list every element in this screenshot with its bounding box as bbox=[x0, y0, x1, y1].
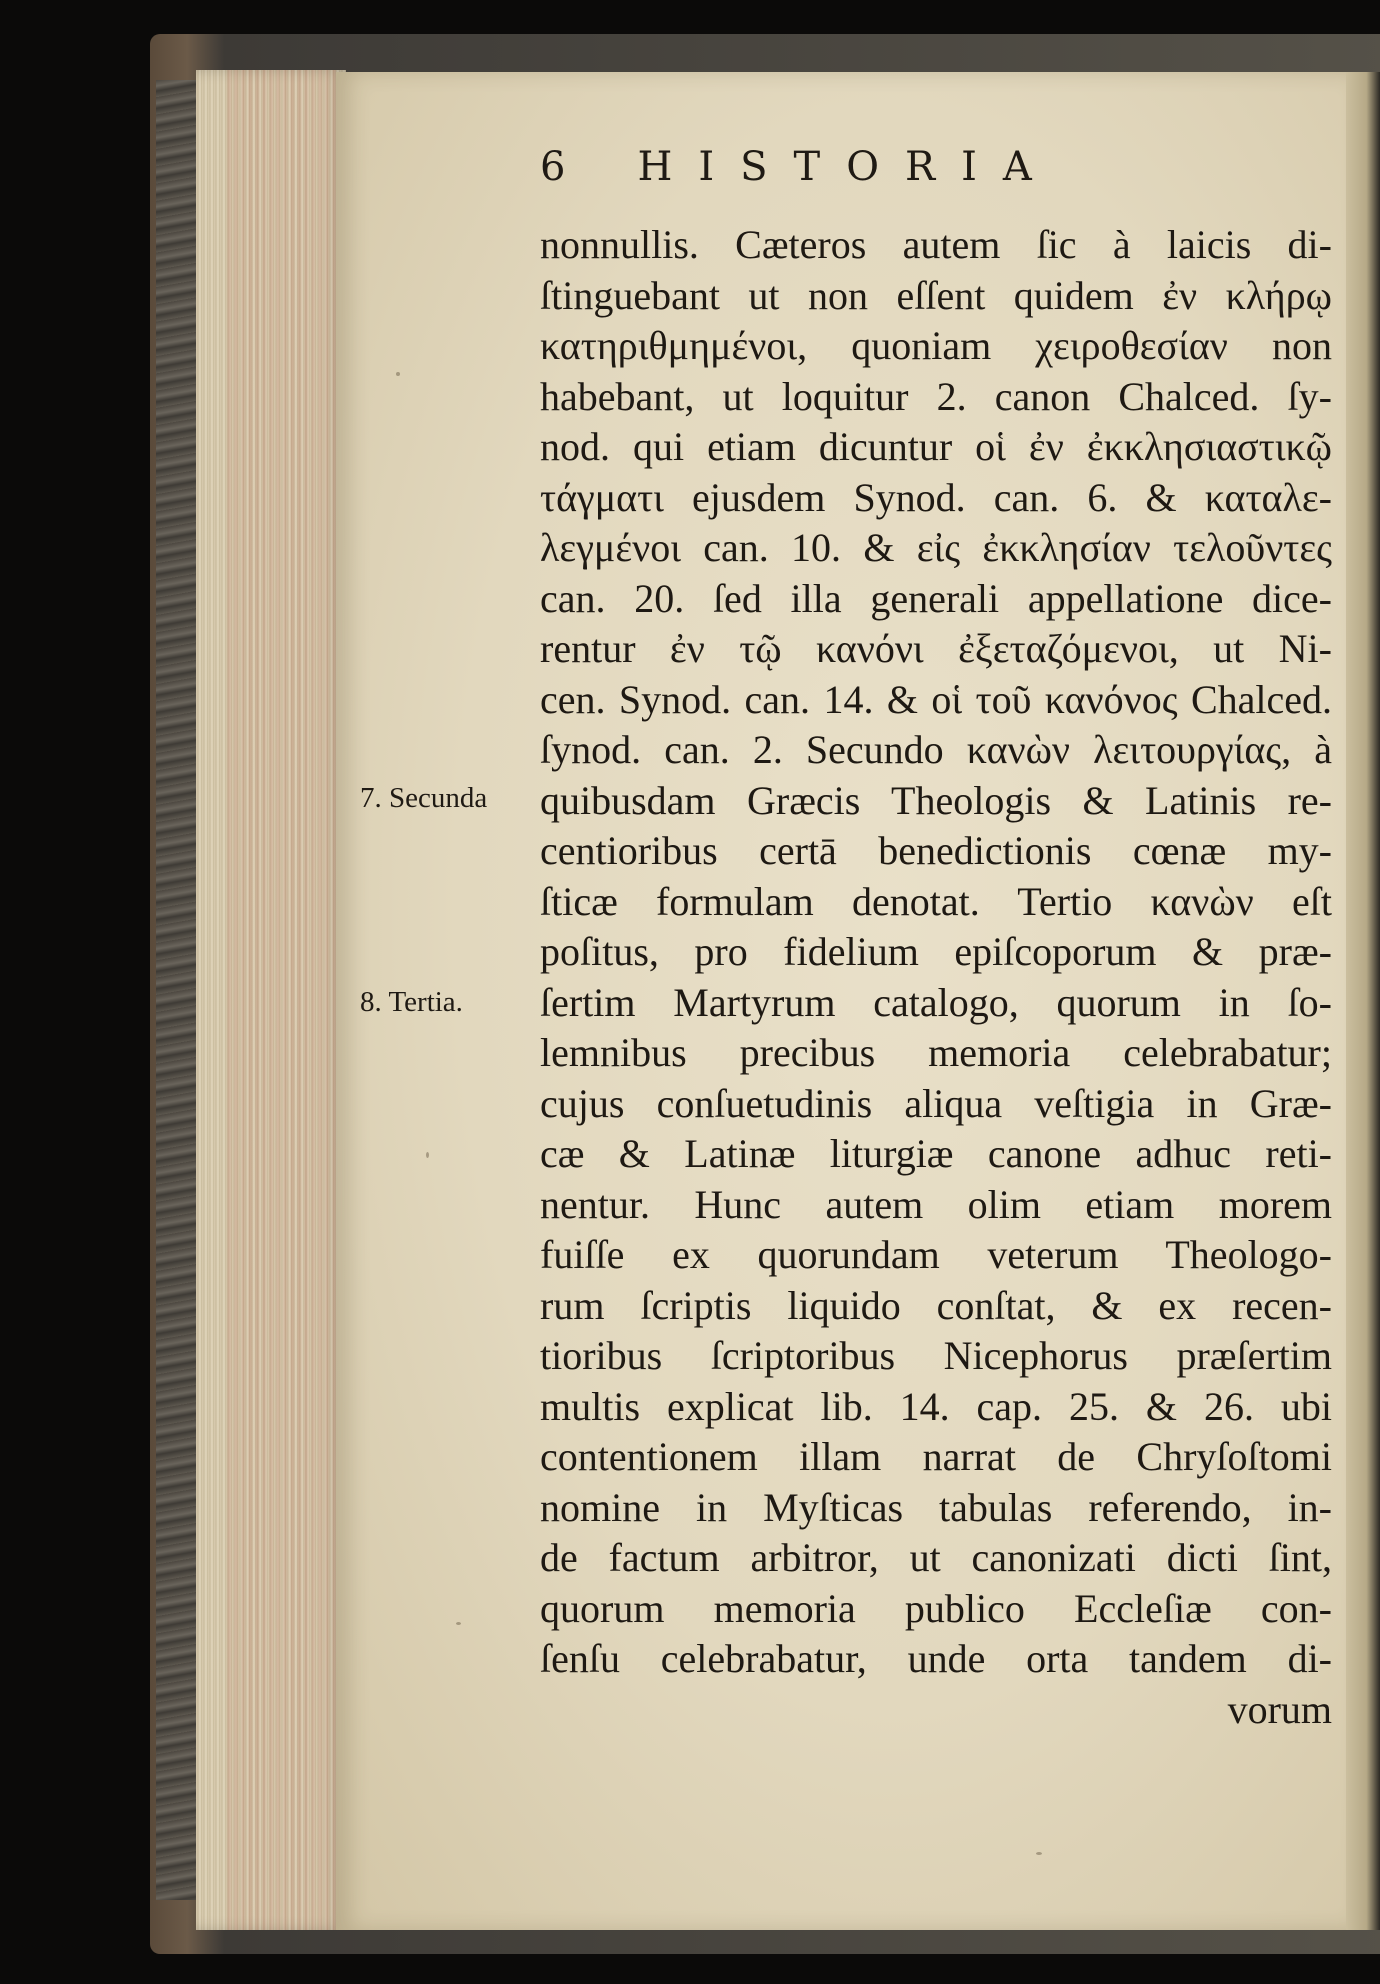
running-head: HISTORIA bbox=[637, 144, 1058, 190]
text-line: poſitus, pro fidelium epiſcoporum & præ- bbox=[540, 929, 1332, 974]
paper-speck bbox=[396, 372, 400, 376]
book-page bbox=[336, 72, 1346, 1930]
text-line: cæ & Latinæ liturgiæ canone adhuc reti- bbox=[540, 1131, 1332, 1176]
marbled-board bbox=[156, 80, 196, 1900]
body-text bbox=[540, 220, 1332, 1735]
text-line: nentur. Hunc autem olim etiam morem bbox=[540, 1181, 1332, 1227]
catchword: vorum bbox=[1227, 1686, 1332, 1732]
text-line: habebant, ut loquitur 2. canon Chalced. ſy- bbox=[540, 373, 1332, 419]
text-line: contentionem illam narrat de Chryſoſtomi bbox=[540, 1434, 1332, 1479]
paper-speck bbox=[456, 1622, 461, 1625]
text-line: ſynod. can. 2. Secundo κανὼν λειτουργίας, à bbox=[540, 727, 1332, 772]
text-line: ſertim Martyrum catalogo, quorum in ſo- bbox=[540, 979, 1332, 1025]
text-line: rum ſcriptis liquido conſtat, & ex recen- bbox=[540, 1282, 1332, 1328]
text-line: quibusdam Græcis Theologis & Latinis re- bbox=[540, 777, 1332, 823]
text-line: κατηριθμημένοι, quoniam χειροθεσίαν non bbox=[540, 323, 1332, 368]
text-line: ſticæ formulam denotat. Tertio κανὼν eſt bbox=[540, 878, 1332, 924]
text-line: fuiſſe ex quorundam veterum Theologo- bbox=[540, 1232, 1332, 1277]
text-line: cen. Synod. can. 14. & οἱ τοῦ κανόνος Chalced. bbox=[540, 676, 1332, 722]
text-line: can. 20. ſed illa generali appellatione dice- bbox=[540, 575, 1332, 621]
text-line: centioribus certā benedictionis cœnæ my- bbox=[540, 828, 1332, 873]
text-line: multis explicat lib. 14. cap. 25. & 26. ubi bbox=[540, 1383, 1332, 1429]
paper-speck bbox=[426, 1152, 429, 1158]
red-edge-tint bbox=[226, 70, 336, 1930]
page-fore-edge bbox=[1346, 72, 1380, 1930]
text-line: quorum memoria publico Eccleſiæ con- bbox=[540, 1585, 1332, 1631]
text-line: de factum arbitror, ut canonizati dicti ſint, bbox=[540, 1535, 1332, 1580]
margin-note-tertia: 8. Tertia. bbox=[360, 986, 463, 1018]
text-line: nod. qui etiam dicuntur οἱ ἐν ἐκκλησιαστικῷ bbox=[540, 424, 1332, 469]
page-number: 6 bbox=[540, 144, 566, 190]
page-header bbox=[540, 132, 1058, 202]
text-line: ſtinguebant ut non eſſent quidem ἐν κλήρῳ bbox=[540, 272, 1332, 318]
paper-speck bbox=[1036, 1852, 1042, 1855]
text-line: rentur ἐν τῷ κανόνι ἐξεταζόμενοι, ut Ni- bbox=[540, 626, 1332, 671]
text-line: cujus conſuetudinis aliqua veſtigia in Græ- bbox=[540, 1080, 1332, 1126]
text-line: ſenſu celebrabatur, unde orta tandem di- bbox=[540, 1636, 1332, 1681]
text-line: τάγματι ejusdem Synod. can. 6. & καταλε- bbox=[540, 474, 1332, 520]
text-line: nonnullis. Cæteros autem ſic à laicis di- bbox=[540, 222, 1332, 267]
text-line: lemnibus precibus memoria celebrabatur; bbox=[540, 1030, 1332, 1075]
margin-note-secunda: 7. Secunda bbox=[360, 782, 488, 814]
text-line: λεγμένοι can. 10. & εἰς ἐκκλησίαν τελοῦντες bbox=[540, 525, 1332, 570]
text-line: nomine in Myſticas tabulas referendo, in- bbox=[540, 1484, 1332, 1530]
text-line: tioribus ſcriptoribus Nicephorus præſertim bbox=[540, 1333, 1332, 1378]
